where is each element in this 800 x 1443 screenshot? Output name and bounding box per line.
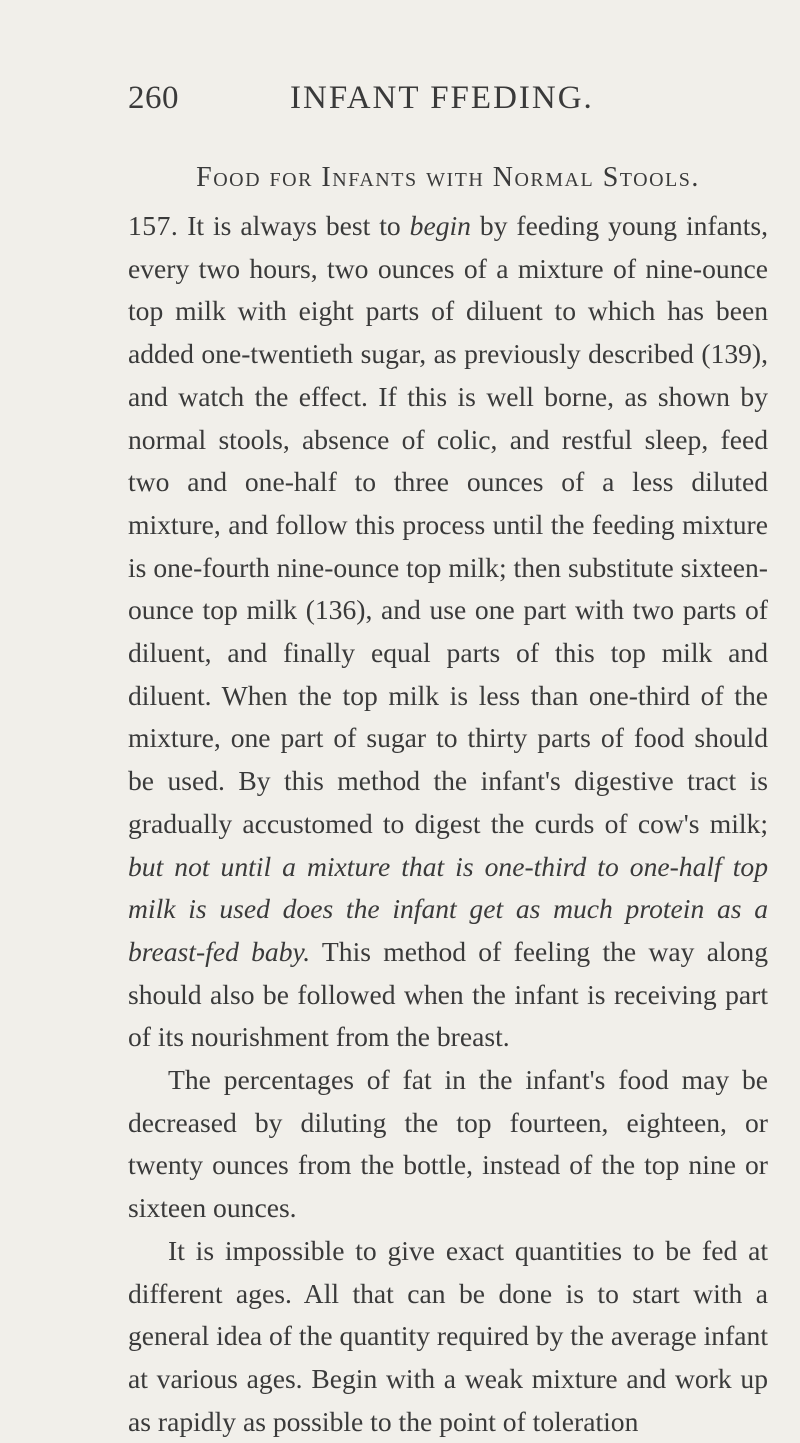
running-head (128, 80, 768, 120)
emphasis-text: but not until a mixture that is one-third to one-half top milk is used does the infant get as much protein as a breast-fed baby. (128, 850, 768, 967)
running-title: INFANT FFEDING. (290, 80, 594, 116)
page-number: 260 (128, 80, 179, 116)
paragraph-text: This method of feeling the way along should also be followed when the infant is receiving part of its nourishment from the breast. (128, 935, 768, 1053)
body-text (128, 205, 768, 1443)
paragraph-number: 157. (128, 210, 179, 241)
section-title: Food for Infants with Normal Stools. (196, 162, 700, 193)
paragraph-text: by feeding young infants, every two hours, two ounces of a mixture of nine-ounce top milk with eight parts of diluent to which has been added one-twentieth sugar, as previously described (139), and watch the effect. If this is well borne, as shown by normal stools, absence of colic, and restful sleep, feed two and one-half to three ounces of a less diluted mixture, and follow this process until the feeding mixture is one-fourth nine-ounce top milk; then substitute sixteen-ounce top milk (136), and use one part with two parts of diluent, and finally equal parts of this top milk and diluent. When the top milk is less than one-third of the mixture, one part of sugar to thirty parts of food should be used. By this method the infant's digestive tract is gradually accustomed to digest the curds of cow's milk; (128, 210, 768, 839)
emphasis-text: begin (409, 210, 471, 241)
paragraph-fat-percentages: The percentages of fat in the infant's food may be decreased by diluting the top fourteen, eighteen, or twenty ounces from the bottle, instead of the top nine or sixteen ounces. (128, 1064, 768, 1224)
paragraph-quantities: It is impossible to give exact quantities to be fed at different ages. All that can be done is to start with a general idea of the quantity required by the average infant at various ages. Begin with a weak mixture and work up as rapidly as possible to the point of toleration (128, 1234, 768, 1437)
paragraph-text: It is always best to (178, 210, 410, 241)
paragraph-157 (128, 205, 768, 1059)
